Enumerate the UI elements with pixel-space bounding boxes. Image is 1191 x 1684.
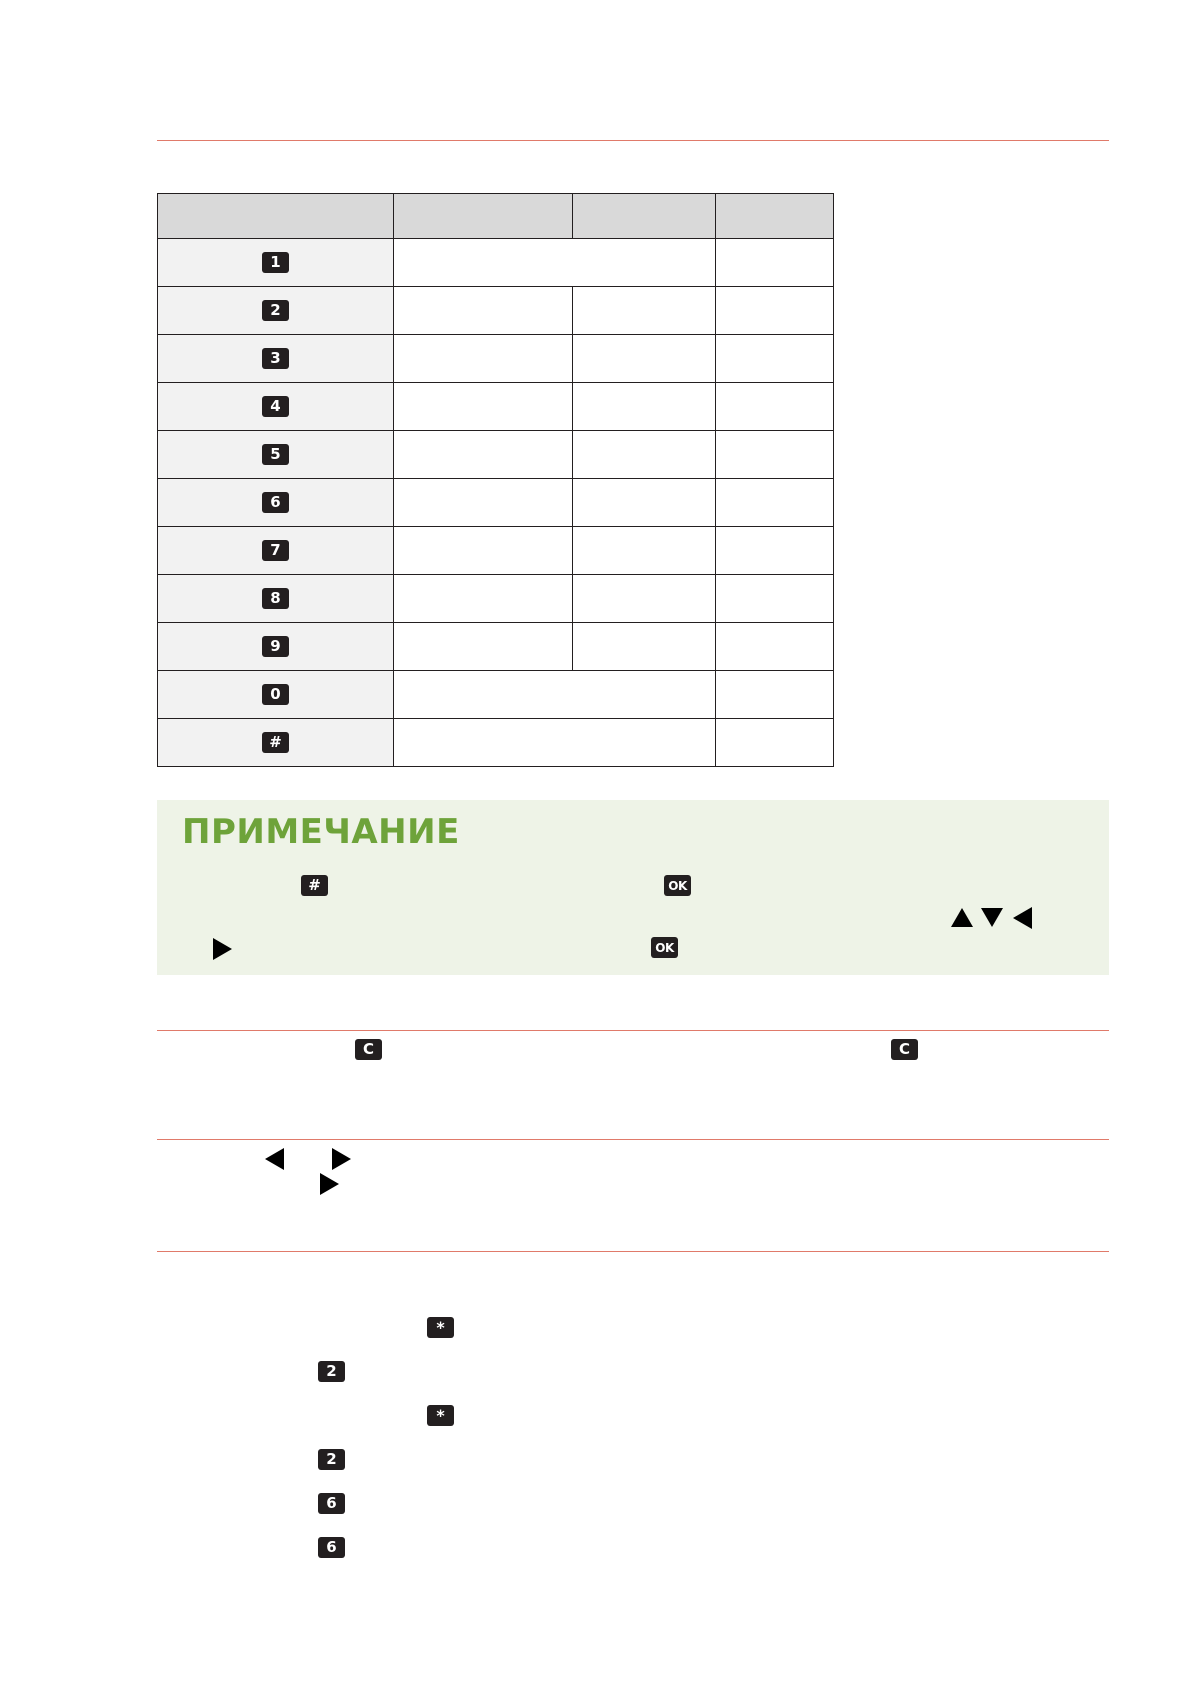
key-8-icon: 8	[262, 588, 289, 609]
table-cell	[716, 479, 834, 527]
table-cell	[394, 623, 573, 671]
table-cell	[394, 335, 573, 383]
triangle-right-icon	[320, 1173, 339, 1195]
table-cell	[716, 287, 834, 335]
key-1-icon: 1	[262, 252, 289, 273]
key-hash-icon: #	[262, 732, 289, 753]
table-cell	[394, 479, 573, 527]
table-row	[158, 335, 834, 383]
key-hash-icon: #	[301, 875, 328, 896]
table-cell	[573, 575, 716, 623]
note-title: ПРИМЕЧАНИЕ	[182, 812, 460, 852]
key-cell	[158, 383, 394, 431]
triangle-right-icon	[213, 938, 232, 960]
table-cell	[573, 383, 716, 431]
key-cell	[158, 527, 394, 575]
key-2-icon: 2	[318, 1449, 345, 1470]
key-clear-icon: C	[891, 1039, 918, 1060]
table-cell	[716, 431, 834, 479]
table-row	[158, 671, 834, 719]
note-box	[157, 800, 1109, 975]
key-6-icon: 6	[318, 1493, 345, 1514]
table-cell	[394, 287, 573, 335]
triangle-up-icon	[951, 908, 973, 927]
table-cell	[394, 719, 716, 767]
key-4-icon: 4	[262, 396, 289, 417]
table-row	[158, 287, 834, 335]
table-cell	[394, 431, 573, 479]
table-cell	[573, 335, 716, 383]
key-ok-icon: OK	[664, 875, 691, 896]
key-mapping-table	[157, 193, 834, 767]
triangle-left-icon	[265, 1148, 284, 1170]
key-cell	[158, 671, 394, 719]
table-cell	[716, 575, 834, 623]
table-row	[158, 431, 834, 479]
key-9-icon: 9	[262, 636, 289, 657]
table-cell	[716, 239, 834, 287]
table-cell	[573, 479, 716, 527]
key-6-icon: 6	[262, 492, 289, 513]
table-row	[158, 719, 834, 767]
key-cell	[158, 287, 394, 335]
key-cell	[158, 431, 394, 479]
section-divider-top	[157, 140, 1109, 141]
key-cell	[158, 623, 394, 671]
key-6-icon: 6	[318, 1537, 345, 1558]
table-row	[158, 383, 834, 431]
section-divider	[157, 1139, 1109, 1140]
table-cell	[394, 575, 573, 623]
table-cell	[573, 431, 716, 479]
table-header-cell	[573, 194, 716, 239]
table-cell	[394, 527, 573, 575]
table-header-cell	[158, 194, 394, 239]
table-cell	[716, 383, 834, 431]
triangle-right-icon	[332, 1148, 351, 1170]
key-2-icon: 2	[262, 300, 289, 321]
table-cell	[716, 335, 834, 383]
key-0-icon: 0	[262, 684, 289, 705]
key-ok-icon: OK	[651, 937, 678, 958]
table-cell	[716, 671, 834, 719]
table-cell	[573, 287, 716, 335]
table-row	[158, 239, 834, 287]
table-cell	[716, 623, 834, 671]
key-3-icon: 3	[262, 348, 289, 369]
key-5-icon: 5	[262, 444, 289, 465]
key-2-icon: 2	[318, 1361, 345, 1382]
table-header-cell	[394, 194, 573, 239]
table-row	[158, 527, 834, 575]
table-cell	[573, 527, 716, 575]
table-header-cell	[716, 194, 834, 239]
section-divider	[157, 1030, 1109, 1031]
table-cell	[394, 671, 716, 719]
table-cell	[716, 719, 834, 767]
table-row	[158, 479, 834, 527]
key-star-icon: *	[427, 1405, 454, 1426]
key-cell	[158, 335, 394, 383]
key-cell	[158, 239, 394, 287]
key-7-icon: 7	[262, 540, 289, 561]
section-divider	[157, 1251, 1109, 1252]
key-cell	[158, 575, 394, 623]
key-cell	[158, 719, 394, 767]
table-row	[158, 623, 834, 671]
triangle-left-icon	[1013, 907, 1032, 929]
table-cell	[573, 623, 716, 671]
table-row	[158, 575, 834, 623]
table-header-row	[158, 194, 834, 239]
key-clear-icon: C	[355, 1039, 382, 1060]
triangle-down-icon	[981, 908, 1003, 927]
table-cell	[394, 383, 573, 431]
table-cell	[716, 527, 834, 575]
key-cell	[158, 479, 394, 527]
table-cell	[394, 239, 716, 287]
key-star-icon: *	[427, 1317, 454, 1338]
